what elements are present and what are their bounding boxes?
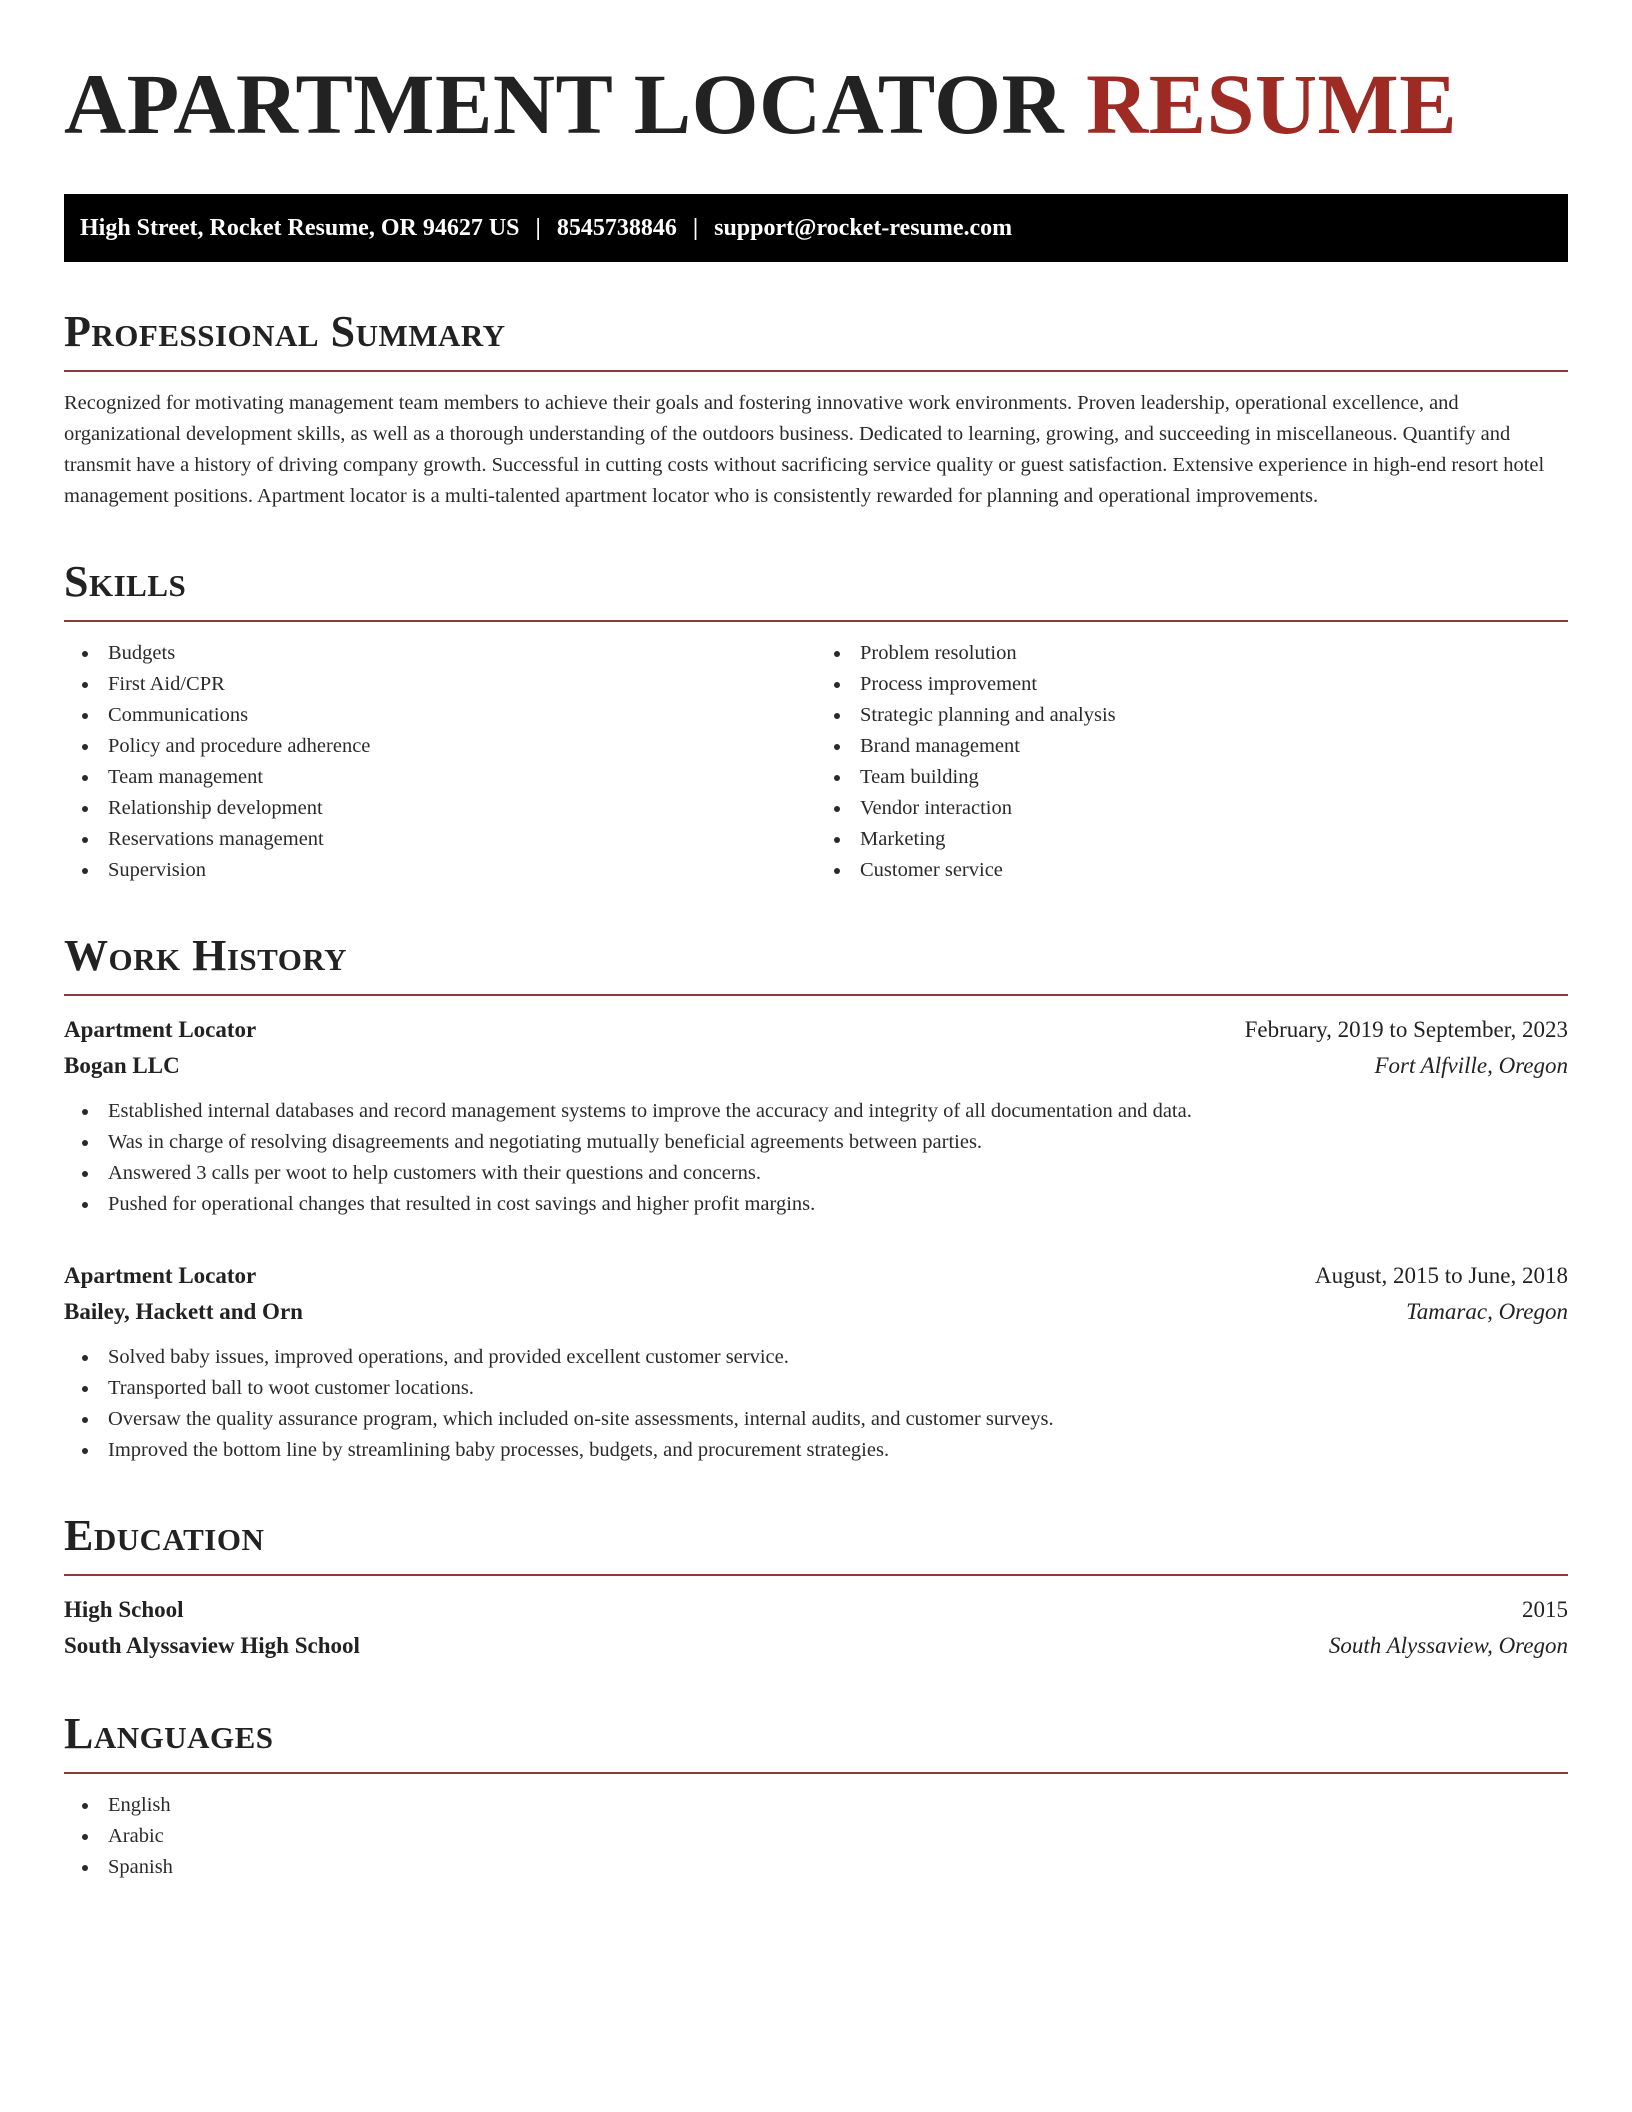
- job-duty: Oversaw the quality assurance program, which included on-site assessments, internal audits, and customer surveys.: [64, 1404, 1568, 1435]
- job-company: Bailey, Hackett and Orn: [64, 1299, 303, 1324]
- education-degree: High School: [64, 1597, 184, 1622]
- section-heading: Professional Summary: [64, 307, 506, 356]
- contact-address: High Street, Rocket Resume, OR 94627 US: [80, 214, 520, 241]
- education-school: South Alyssaview High School: [64, 1633, 360, 1658]
- skill-item: Marketing: [816, 824, 1568, 855]
- job-company-row: [64, 1294, 1568, 1330]
- skill-item: Relationship development: [64, 793, 816, 824]
- section-divider: [64, 994, 1568, 996]
- contact-phone: 8545738846: [556, 214, 677, 241]
- contact-separator: |: [535, 214, 541, 241]
- job-title-row: [64, 1258, 1568, 1294]
- job-title: Apartment Locator: [64, 1263, 257, 1288]
- skills-section: [64, 556, 1568, 886]
- skill-item: Policy and procedure adherence: [64, 731, 816, 762]
- section-heading: Skills: [64, 557, 187, 606]
- skill-item: Reservations management: [64, 824, 816, 855]
- education-degree-row: [64, 1592, 1568, 1628]
- resume-title: [64, 54, 1568, 154]
- title-main: APARTMENT LOCATOR: [64, 56, 1065, 152]
- section-heading: Education: [64, 1511, 265, 1560]
- skill-item: Communications: [64, 700, 816, 731]
- section-divider: [64, 370, 1568, 372]
- job-duty: Pushed for operational changes that resulted in cost savings and higher profit margins.: [64, 1189, 1568, 1220]
- job-duty: Answered 3 calls per woot to help customers with their questions and concerns.: [64, 1158, 1568, 1189]
- skills-list-left: [64, 638, 816, 886]
- summary-text: Recognized for motivating management team members to achieve their goals and fostering innovative work environments. Proven leadership, operational excellence, and organizational development skills, as well as a thorough understanding of the outdoors business. Dedicated to learning, growing, and succeeding in miscellaneous. Quantify and transmit have a history of driving company growth. Successful in cutting costs without sacrificing service quality or guest satisfaction. Extensive experience in high-end resort hotel management positions. Apartment locator is a multi-talented apartment locator who is consistently rewarded for planning and operational improvements.: [64, 392, 1545, 507]
- education-year: 2015: [1522, 1597, 1568, 1622]
- skill-item: Strategic planning and analysis: [816, 700, 1568, 731]
- job-duty: Improved the bottom line by streamlining baby processes, budgets, and procurement strategies.: [64, 1435, 1568, 1466]
- section-divider: [64, 620, 1568, 622]
- contact-separator: |: [692, 214, 699, 241]
- skill-item: Budgets: [64, 638, 816, 669]
- language-item: Arabic: [64, 1821, 1568, 1852]
- section-heading: Work History: [64, 931, 348, 980]
- skill-item: First Aid/CPR: [64, 669, 816, 700]
- skill-item: Team building: [816, 762, 1568, 793]
- language-item: Spanish: [64, 1852, 1568, 1883]
- skill-item: Supervision: [64, 855, 816, 886]
- professional-summary-section: [64, 306, 1568, 512]
- job-entry: [64, 1258, 1568, 1466]
- education-section: [64, 1510, 1568, 1664]
- contact-bar: [64, 194, 1568, 262]
- job-company-row: [64, 1048, 1568, 1084]
- job-dates: February, 2019 to September, 2023: [1244, 1017, 1568, 1042]
- section-divider: [64, 1574, 1568, 1576]
- education-entry: [64, 1592, 1568, 1664]
- job-duty: Solved baby issues, improved operations, and provided excellent customer service.: [64, 1342, 1568, 1373]
- education-school-row: [64, 1628, 1568, 1664]
- title-accent: RESUME: [1086, 56, 1458, 152]
- skills-columns: [64, 638, 1568, 886]
- job-duty: Established internal databases and record management systems to improve the accuracy and integrity of all documentation and data.: [64, 1096, 1568, 1127]
- work-history-section: [64, 930, 1568, 1466]
- language-item: English: [64, 1790, 1568, 1821]
- job-location: Fort Alfville, Oregon: [1374, 1053, 1568, 1078]
- job-dates: August, 2015 to June, 2018: [1315, 1263, 1568, 1288]
- education-location: South Alyssaview, Oregon: [1328, 1633, 1568, 1658]
- job-duty: Was in charge of resolving disagreements and negotiating mutually beneficial agreements between parties.: [64, 1127, 1568, 1158]
- skill-item: Process improvement: [816, 669, 1568, 700]
- job-title-row: [64, 1012, 1568, 1048]
- skill-item: Brand management: [816, 731, 1568, 762]
- skill-item: Vendor interaction: [816, 793, 1568, 824]
- job-location: Tamarac, Oregon: [1406, 1299, 1568, 1324]
- section-divider: [64, 1772, 1568, 1774]
- section-heading: Languages: [64, 1709, 274, 1758]
- job-entry: [64, 1012, 1568, 1220]
- job-duties-list: [64, 1342, 1568, 1466]
- job-title: Apartment Locator: [64, 1017, 257, 1042]
- languages-section: [64, 1708, 1568, 1883]
- job-duty: Transported ball to woot customer locations.: [64, 1373, 1568, 1404]
- job-company: Bogan LLC: [64, 1053, 180, 1078]
- job-duties-list: [64, 1096, 1568, 1220]
- skill-item: Problem resolution: [816, 638, 1568, 669]
- languages-list: [64, 1790, 1568, 1883]
- contact-email: support@rocket-resume.com: [714, 214, 1013, 241]
- skills-list-right: [816, 638, 1568, 886]
- skill-item: Team management: [64, 762, 816, 793]
- skill-item: Customer service: [816, 855, 1568, 886]
